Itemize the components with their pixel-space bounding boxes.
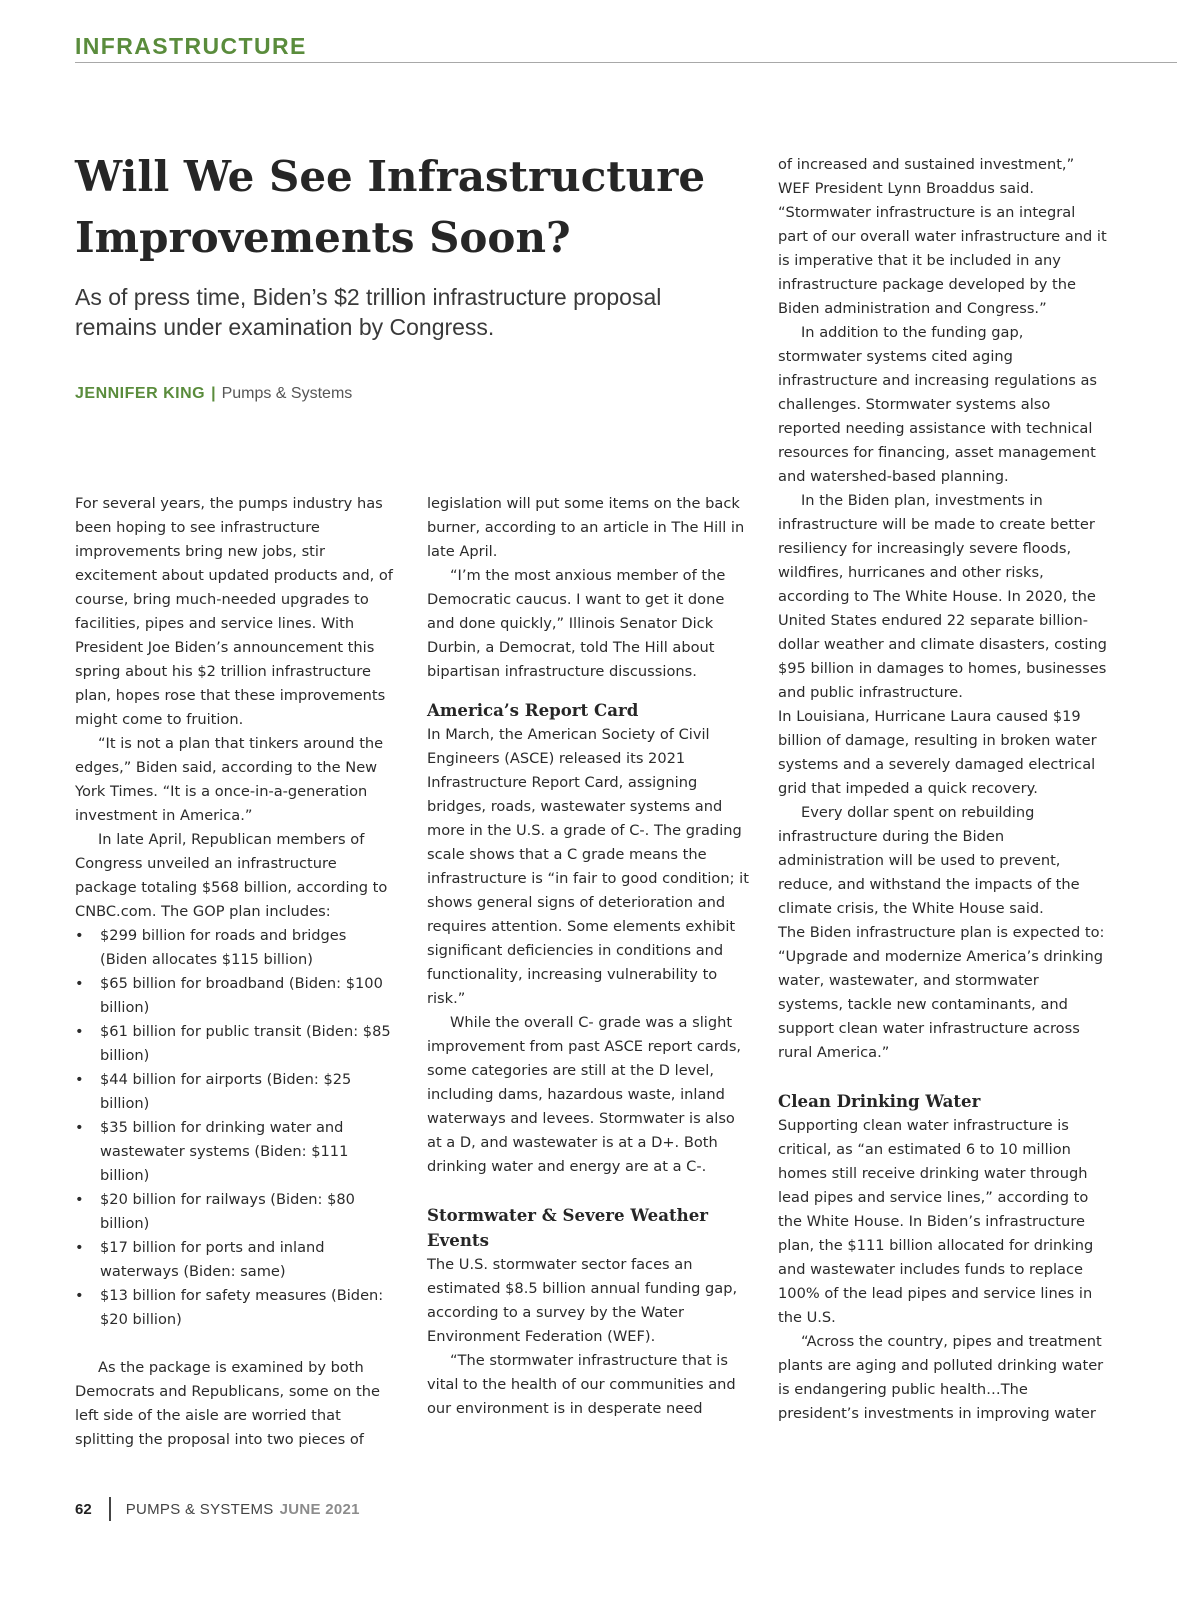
paragraph: For several years, the pumps industry has been hoping to see infrastructure improvements bring new jobs, stir excitement about updated products and, of course, bring much-needed upgrades to facilities, pipes and service lines. With President Joe Biden’s announcement this spring about his $2 trillion infrastructure plan, hopes rose that these improvements might come to fruition. xyxy=(75,495,393,728)
paragraph: While the overall C- grade was a slight improvement from past ASCE report cards, some categories are still at the D level, including dams, hazardous waste, inland waterways and levees. Stormwater is also at a D, and wastewater is at a D+. Both drinking water and energy are at a C-. xyxy=(427,1014,742,1175)
list-item: • $61 billion for public transit (Biden: $85 billion) xyxy=(75,1020,397,1068)
footer-issue: JUNE 2021 xyxy=(279,1500,360,1518)
paragraph: The Biden infrastructure plan is expected to: “Upgrade and modernize America’s drinking water, wastewater, and stormwater systems, tackle new contaminants, and support clean water infrastructure across rural America.” xyxy=(778,924,1105,1061)
page-number: 62 xyxy=(75,1500,92,1518)
list-item: • $44 billion for airports (Biden: $25 billion) xyxy=(75,1068,397,1116)
paragraph: In March, the American Society of Civil Engineers (ASCE) released its 2021 Infrastructure Report Card, assigning bridges, roads, wastewater systems and more in the U.S. a grade of C-. The grading scale shows that a C grade means the infrastructure is “in fair to good condition; it shows general signs of deterioration and requires attention. Some elements exhibit significant deficiencies in conditions and functionality, increasing vulnerability to risk.” xyxy=(427,726,749,1007)
spacer xyxy=(75,1332,397,1356)
byline-publication: Pumps & Systems xyxy=(221,385,353,402)
list-item: • $299 billion for roads and bridges (Biden allocates $115 billion) xyxy=(75,924,397,972)
byline xyxy=(75,385,352,403)
paragraph: “Across the country, pipes and treatment plants are aging and polluted drinking water is endangering public health…The president’s investments in improving water xyxy=(778,1333,1104,1422)
author-name: JENNIFER KING xyxy=(75,385,206,402)
paragraph: “I’m the most anxious member of the Democratic caucus. I want to get it done and done quickly,” Illinois Senator Dick Durbin, a Democrat, told The Hill about bipartisan infrastructure discussions. xyxy=(427,567,726,680)
article-title: Will We See Infrastructure Improvements Soon? xyxy=(75,152,706,262)
paragraph: In the Biden plan, investments in infrastructure will be made to create better resiliency for increasingly severe floods, wildfires, hurricanes and other risks, according to The White House. In 2020, the United States endured 22 separate billion-dollar weather and climate disasters, costing $95 billion in damages to homes, businesses and public infrastructure. xyxy=(778,492,1107,701)
paragraph: The U.S. stormwater sector faces an estimated $8.5 billion annual funding gap, according to a survey by the Water Environment Federation (WEF). xyxy=(427,1256,738,1345)
list-item: • $65 billion for broadband (Biden: $100 billion) xyxy=(75,972,397,1020)
subheading-report-card: America’s Report Card xyxy=(427,700,639,720)
paragraph: In late April, Republican members of Congress unveiled an infrastructure package totaling $568 billion, according to CNBC.com. The GOP plan includes: xyxy=(75,831,388,920)
list-item: • $20 billion for railways (Biden: $80 billion) xyxy=(75,1188,397,1236)
body-column-1 xyxy=(75,492,397,1452)
article-subtitle: As of press time, Biden’s $2 trillion infrastructure proposal remains under examination by Congress. xyxy=(75,284,662,340)
paragraph: As the package is examined by both Democrats and Republicans, some on the left side of the aisle are worried that splitting the proposal into two pieces of xyxy=(75,1359,380,1448)
list-item: • $17 billion for ports and inland waterways (Biden: same) xyxy=(75,1236,397,1284)
paragraph: Every dollar spent on rebuilding infrastructure during the Biden administration will be used to prevent, reduce, and withstand the impacts of the climate crisis, the White House said. xyxy=(778,804,1080,917)
list-item: • $35 billion for drinking water and wastewater systems (Biden: $111 billion) xyxy=(75,1116,397,1188)
list-item: • $13 billion for safety measures (Biden: $20 billion) xyxy=(75,1284,397,1332)
section-label: INFRASTRUCTURE xyxy=(75,33,307,59)
paragraph: “The stormwater infrastructure that is vital to the health of our communities and our environment is in desperate need xyxy=(427,1352,736,1417)
body-column-3 xyxy=(778,153,1108,1426)
spacer xyxy=(427,1179,752,1203)
gop-plan-list xyxy=(75,924,397,1332)
spacer xyxy=(427,684,752,698)
paragraph: legislation will put some items on the back burner, according to an article in The Hill in late April. xyxy=(427,495,745,560)
page-footer xyxy=(75,1497,360,1521)
spacer xyxy=(778,1065,1108,1089)
footer-divider xyxy=(109,1497,111,1521)
header-rule xyxy=(75,62,1177,63)
body-column-2 xyxy=(427,492,752,1421)
footer-publication: PUMPS & SYSTEMS xyxy=(125,1500,274,1518)
subheading-stormwater: Stormwater & Severe Weather Events xyxy=(427,1205,708,1250)
byline-separator: | xyxy=(211,385,216,402)
paragraph: of increased and sustained investment,” WEF President Lynn Broaddus said. “Stormwater infrastructure is an integral part of our overall water infrastructure and it is imperative that it be included in any infrastructure package developed by the Biden administration and Congress.” xyxy=(778,156,1107,317)
paragraph: Supporting clean water infrastructure is critical, as “an estimated 6 to 10 million homes still receive drinking water through lead pipes and service lines,” according to the White House. In Biden’s infrastructure plan, the $111 billion allocated for drinking and wastewater includes funds to replace 100% of the lead pipes and service lines in the U.S. xyxy=(778,1117,1094,1326)
subheading-clean-water: Clean Drinking Water xyxy=(778,1091,981,1111)
paragraph: In addition to the funding gap, stormwater systems cited aging infrastructure and increasing regulations as challenges. Stormwater systems also reported needing assistance with technical resources for financing, asset management and watershed-based planning. xyxy=(778,324,1097,485)
paragraph: “It is not a plan that tinkers around the edges,” Biden said, according to the New York Times. “It is a once-in-a-generation investment in America.” xyxy=(75,735,384,824)
paragraph: In Louisiana, Hurricane Laura caused $19 billion of damage, resulting in broken water systems and a severely damaged electrical grid that impeded a quick recovery. xyxy=(778,708,1097,797)
